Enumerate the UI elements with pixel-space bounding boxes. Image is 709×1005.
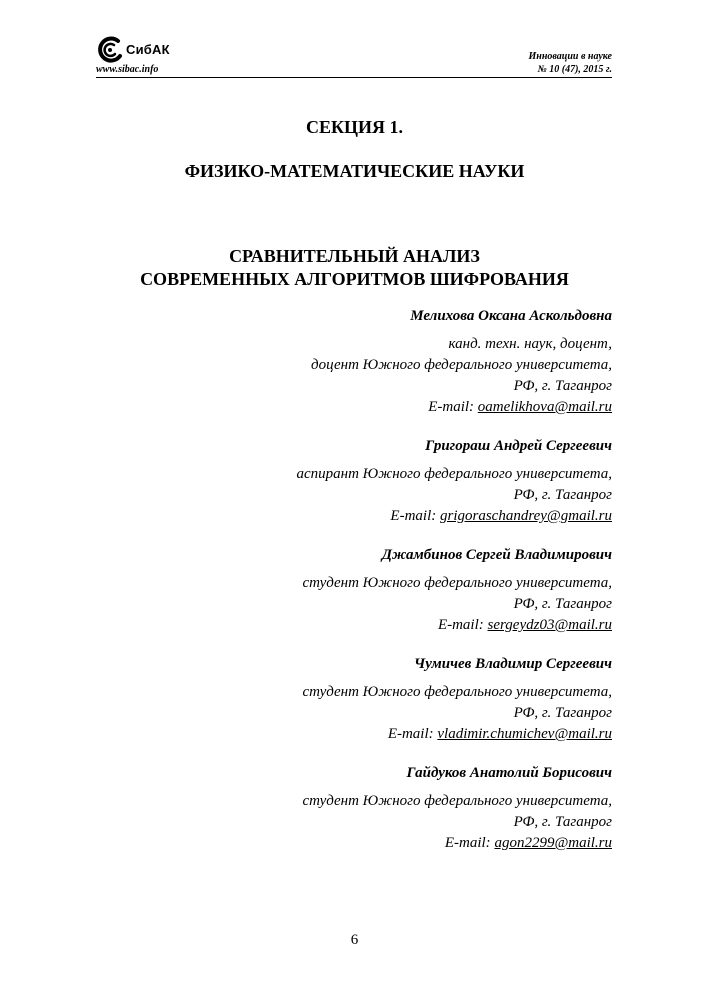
author-block xyxy=(172,763,612,854)
section-name: ФИЗИКО-МАТЕМАТИЧЕСКИЕ НАУКИ xyxy=(184,161,525,181)
author-email-link[interactable]: vladimir.chumichev@mail.ru xyxy=(437,726,612,742)
author-email-link[interactable]: oamelikhova@mail.ru xyxy=(477,399,612,415)
author-email-line xyxy=(172,615,612,636)
author-block xyxy=(172,306,612,418)
article-title-line: СОВРЕМЕННЫХ АЛГОРИТМОВ ШИФРОВАНИЯ xyxy=(140,269,569,289)
article-title xyxy=(0,245,709,291)
email-label: E-mail: xyxy=(428,399,478,415)
author-affiliation: РФ, г. Таганрог xyxy=(513,487,612,503)
sibak-logo xyxy=(96,36,186,66)
author-email-link[interactable]: grigoraschandrey@gmail.ru xyxy=(440,508,612,524)
author-affiliation: студент Южного федерального университета, xyxy=(302,684,612,700)
logo-text: СибАК xyxy=(126,42,170,57)
author-affiliation: РФ, г. Таганрог xyxy=(513,596,612,612)
author-block xyxy=(172,436,612,527)
logo-swirl-icon xyxy=(96,36,124,64)
site-url[interactable]: www.sibac.info xyxy=(96,64,159,75)
author-email-link[interactable]: sergeydz03@mail.ru xyxy=(487,617,612,633)
author-name: Чумичев Владимир Сергеевич xyxy=(414,656,612,672)
author-affiliation: аспирант Южного федерального университета, xyxy=(296,466,612,482)
author-affiliation: РФ, г. Таганрог xyxy=(513,378,612,394)
author-name: Джамбинов Сергей Владимирович xyxy=(381,547,612,563)
author-email-line xyxy=(172,397,612,418)
author-block xyxy=(172,654,612,745)
article-title-line: СРАВНИТЕЛЬНЫЙ АНАЛИЗ xyxy=(229,246,480,266)
email-label: E-mail: xyxy=(437,617,488,633)
page-header xyxy=(96,36,612,78)
journal-name: Инновации в науке xyxy=(528,51,612,62)
page-number: 6 xyxy=(350,932,359,948)
email-label: E-mail: xyxy=(444,835,495,851)
author-block xyxy=(172,545,612,636)
header-divider xyxy=(96,77,612,78)
journal-issue: № 10 (47), 2015 г. xyxy=(537,64,612,75)
author-email-line xyxy=(172,506,612,527)
author-affiliation: канд. техн. наук, доцент, xyxy=(448,336,612,352)
author-affiliation: студент Южного федерального университета, xyxy=(302,793,612,809)
email-label: E-mail: xyxy=(390,508,440,524)
author-email-line xyxy=(172,833,612,854)
author-name: Мелихова Оксана Аскольдовна xyxy=(410,308,612,324)
author-email-link[interactable]: agon2299@mail.ru xyxy=(494,835,612,851)
author-email-line xyxy=(172,724,612,745)
author-name: Гайдуков Анатолий Борисович xyxy=(406,765,612,781)
author-affiliation: РФ, г. Таганрог xyxy=(513,705,612,721)
author-affiliation: студент Южного федерального университета, xyxy=(302,575,612,591)
section-number: СЕКЦИЯ 1. xyxy=(305,117,404,137)
author-name: Григораш Андрей Сергеевич xyxy=(425,438,612,454)
author-affiliation: РФ, г. Таганрог xyxy=(513,814,612,830)
email-label: E-mail: xyxy=(387,726,438,742)
author-list xyxy=(172,306,612,872)
author-affiliation: доцент Южного федерального университета, xyxy=(311,357,612,373)
